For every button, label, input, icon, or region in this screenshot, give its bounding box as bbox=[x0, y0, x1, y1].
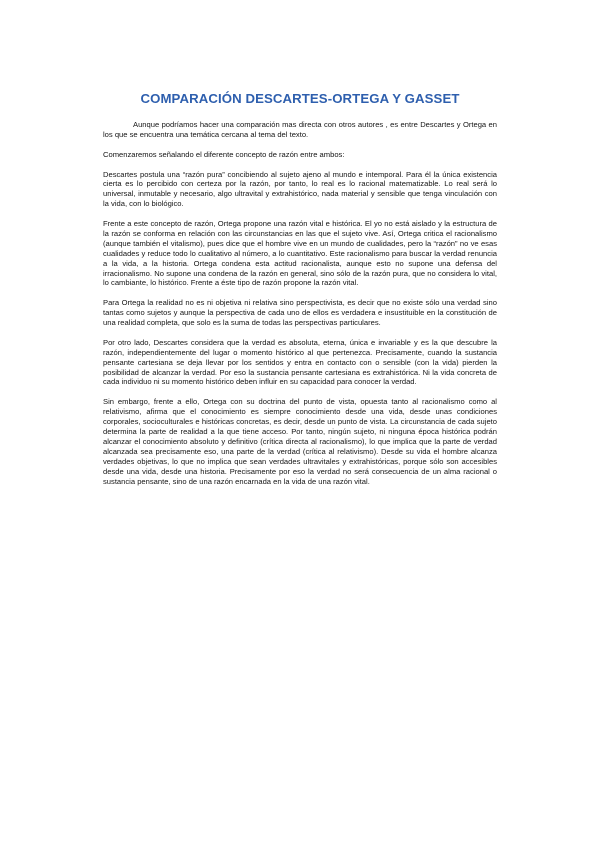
paragraph-spacer bbox=[103, 328, 497, 338]
paragraph-spacer bbox=[103, 209, 497, 219]
document-title: COMPARACIÓN DESCARTES-ORTEGA Y GASSET bbox=[140, 91, 460, 106]
paragraph-spacer bbox=[103, 160, 497, 170]
paragraph-descartes-pure-reason: Descartes postula una “razón pura” concibiendo al sujeto ajeno al mundo e intemporal. Para él la única existencia cierta es lo percibido con certeza por la razón, por tanto, lo real es lo racional matematizable. Lo real será lo universal, inmutable y necesario, algo ultravital y extrahistórico, nada material y sensible que tenga vinculación con la vida, con lo biológico. bbox=[103, 169, 497, 209]
paragraph-intro: Aunque podríamos hacer una comparación mas directa con otros autores , es entre Descartes y Ortega en los que se encuentra una temática cercana al tema del texto. bbox=[103, 120, 497, 139]
paragraph-spacer bbox=[103, 140, 497, 150]
paragraph-ortega-point-of-view: Sin embargo, frente a ello, Ortega con su doctrina del punto de vista, opuesta tanto al racionalismo como al relativismo, afirma que el conocimiento es siempre conocimiento desde una vida, desde unas condiciones corporales, socioculturales e históricas concretas, es decir, desde un punto de vista. La circunstancia de cada sujeto determina la parte de realidad a la que tiene acceso. Por tanto, ningún sujeto, ni ninguna época histórica podrán alcanzar el conocimiento absoluto y definitivo (crítica directa al racionalismo), lo que implica que la parte de verdad alcanzada sea precisamente eso, una parte de la verdad (crítica al relativismo). Desde su vida el hombre alcanza verdades objetivas, lo que no implica que sean verdades ultravitales y extrahistóricas, porque sólo son accesibles desde una vida, desde una historia. Precisamente por eso la verdad no será consecuencia de un alma racional o sustancia pensante, sino de una razón encarnada en la vida de una razón vital. bbox=[103, 397, 497, 486]
paragraph-ortega-perspectivism: Para Ortega la realidad no es ni objetiva ni relativa sino perspectivista, es decir que no existe sólo una verdad sino tantas como sujetos y aunque la perspectiva de cada uno de ellos es verdadera e insustituible en la constitución de una realidad completa, que solo es la suma de todas las perspectivas particulares. bbox=[103, 298, 497, 328]
paragraph-spacer bbox=[103, 387, 497, 397]
paragraph-reason-concept: Comenzaremos señalando el diferente concepto de razón entre ambos: bbox=[103, 149, 345, 159]
document-page bbox=[103, 91, 497, 486]
paragraph-ortega-vital-reason: Frente a este concepto de razón, Ortega propone una razón vital e histórica. El yo no está aislado y la estructura de la razón se conforma en relación con las circunstancias en las que el sujeto vive. Así, Ortega critica el racionalismo (aunque también el vitalismo), pues dice que el hombre vive en un mundo de cualidades, pero la “razón” no ve esas cualidades y reduce todo lo cualitativo al número, a lo cuantitativo. Este racionalismo para buscar la verdad renuncia a la vida, a la historia. Ortega condena esta actitud racionalista, aunque esto no supone una defensa del irracionalismo. No supone una condena de la razón en general, sino sólo de la razón pura, que no considera lo vital, lo cambiante, lo histórico. Frente a éste tipo de razón propone la razón vital. bbox=[103, 219, 497, 288]
paragraph-spacer bbox=[103, 288, 497, 298]
paragraph-descartes-truth: Por otro lado, Descartes considera que la verdad es absoluta, eterna, única e invariable y es la que descubre la razón, independientemente del lugar o momento histórico al que pertenezca. Precisamente, cuando la sustancia pensante cartesiana se deja llevar por los sentidos y entra en contacto con o sensible (con la vida) pierden la posibilidad de alcanzar la verdad. Por eso la sustancia pensante cartesiana es extrahistórica. Ni la vida concreta de cada individuo ni su momento histórico deben influir en su capacidad para conocer la verdad. bbox=[103, 337, 497, 387]
